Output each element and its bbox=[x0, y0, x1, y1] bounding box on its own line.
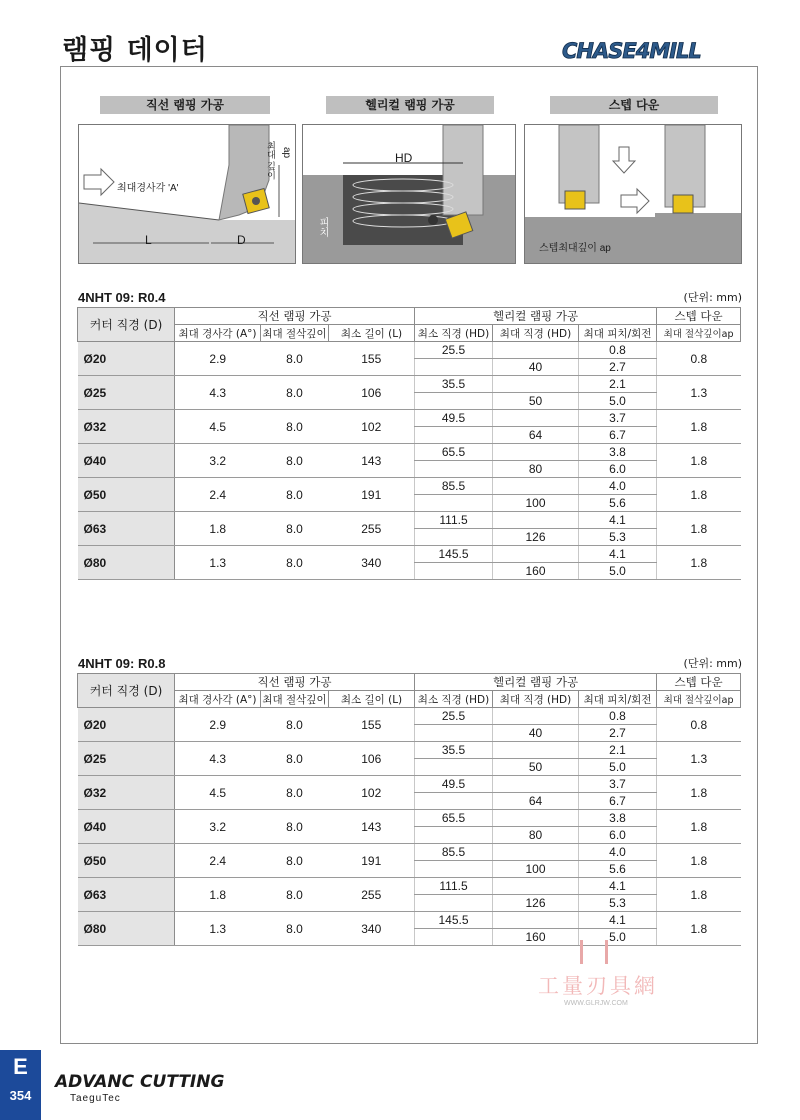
label-max-angle: 최대경사각 'A' bbox=[117, 183, 179, 194]
max-angle-cell: 3.2 bbox=[175, 444, 261, 478]
ramping-table-r04 bbox=[77, 307, 741, 580]
max-angle-cell: 2.4 bbox=[175, 478, 261, 512]
min-hd-cell: 65.5 bbox=[415, 444, 493, 461]
table-row bbox=[78, 410, 741, 427]
max-depth-cell: 8.0 bbox=[261, 512, 329, 546]
min-length-cell: 191 bbox=[329, 844, 415, 878]
header-linear-ramping: 직선 램핑 가공 bbox=[175, 308, 415, 325]
max-hd-empty-cell bbox=[493, 410, 579, 427]
section-letter: E bbox=[13, 1054, 28, 1079]
max-pitch-cell: 5.3 bbox=[579, 895, 657, 912]
max-pitch-cell: 5.0 bbox=[579, 759, 657, 776]
header-min-length: 최소 길이 (L) bbox=[329, 325, 415, 342]
ramping-table-r08 bbox=[77, 673, 741, 946]
diagram-label-helical: 헬리컬 램핑 가공 bbox=[326, 96, 494, 114]
header-helical-ramping: 헬리컬 램핑 가공 bbox=[415, 674, 657, 691]
header-max-depth: 최대 절삭깊이 bbox=[261, 691, 329, 708]
max-depth-cell: 8.0 bbox=[261, 478, 329, 512]
max-hd-cell: 126 bbox=[493, 895, 579, 912]
max-angle-cell: 2.4 bbox=[175, 844, 261, 878]
watermark-url: WWW.GLRJW.COM bbox=[564, 1000, 628, 1007]
max-hd-empty-cell bbox=[493, 342, 579, 359]
step-down-ap-cell: 1.8 bbox=[657, 444, 741, 478]
step-down-ap-cell: 1.8 bbox=[657, 912, 741, 946]
step-down-ap-cell: 1.8 bbox=[657, 512, 741, 546]
table-row bbox=[78, 742, 741, 759]
min-length-cell: 340 bbox=[329, 546, 415, 580]
table-row bbox=[78, 444, 741, 461]
max-pitch-cell: 2.1 bbox=[579, 742, 657, 759]
max-angle-cell: 2.9 bbox=[175, 708, 261, 742]
table-row bbox=[78, 810, 741, 827]
max-depth-cell: 8.0 bbox=[261, 844, 329, 878]
table-title-r08: 4NHT 09: R0.8 bbox=[78, 656, 166, 671]
max-hd-cell: 40 bbox=[493, 359, 579, 376]
step-down-ap-cell: 1.3 bbox=[657, 742, 741, 776]
min-length-cell: 143 bbox=[329, 444, 415, 478]
table-title-r04: 4NHT 09: R0.4 bbox=[78, 290, 166, 305]
min-length-cell: 255 bbox=[329, 512, 415, 546]
min-length-cell: 102 bbox=[329, 410, 415, 444]
min-hd-empty-cell bbox=[415, 895, 493, 912]
min-hd-cell: 111.5 bbox=[415, 512, 493, 529]
max-angle-cell: 3.2 bbox=[175, 810, 261, 844]
min-hd-empty-cell bbox=[415, 793, 493, 810]
cutter-diameter-cell: Ø25 bbox=[78, 742, 175, 776]
diagram-label-linear: 직선 램핑 가공 bbox=[100, 96, 270, 114]
min-hd-cell: 49.5 bbox=[415, 410, 493, 427]
min-length-cell: 155 bbox=[329, 708, 415, 742]
max-pitch-cell: 4.1 bbox=[579, 512, 657, 529]
table-row bbox=[78, 844, 741, 861]
max-hd-empty-cell bbox=[493, 878, 579, 895]
label-diameter: D bbox=[237, 233, 246, 247]
max-pitch-cell: 6.0 bbox=[579, 461, 657, 478]
min-hd-cell: 85.5 bbox=[415, 844, 493, 861]
max-pitch-cell: 4.0 bbox=[579, 478, 657, 495]
page-number: 354 bbox=[9, 1088, 32, 1103]
step-down-ap-cell: 1.8 bbox=[657, 844, 741, 878]
max-pitch-cell: 3.7 bbox=[579, 776, 657, 793]
chase4mill-logo bbox=[560, 34, 760, 66]
header-min-hd: 최소 직경 (HD) bbox=[415, 691, 493, 708]
label-hd: HD bbox=[395, 151, 413, 165]
max-pitch-cell: 2.1 bbox=[579, 376, 657, 393]
max-hd-cell: 160 bbox=[493, 929, 579, 946]
max-hd-empty-cell bbox=[493, 708, 579, 725]
max-hd-empty-cell bbox=[493, 810, 579, 827]
min-hd-empty-cell bbox=[415, 861, 493, 878]
cutter-diameter-cell: Ø25 bbox=[78, 376, 175, 410]
max-pitch-cell: 6.7 bbox=[579, 793, 657, 810]
min-hd-empty-cell bbox=[415, 427, 493, 444]
min-hd-empty-cell bbox=[415, 725, 493, 742]
watermark-icon bbox=[580, 940, 608, 964]
min-hd-empty-cell bbox=[415, 827, 493, 844]
max-depth-cell: 8.0 bbox=[261, 546, 329, 580]
step-down-ap-cell: 1.8 bbox=[657, 878, 741, 912]
table-row bbox=[78, 478, 741, 495]
max-pitch-cell: 5.3 bbox=[579, 529, 657, 546]
max-depth-cell: 8.0 bbox=[261, 878, 329, 912]
watermark-text: 工量刃具網 bbox=[538, 975, 658, 998]
step-down-ap-cell: 0.8 bbox=[657, 342, 741, 376]
min-hd-empty-cell bbox=[415, 495, 493, 512]
max-depth-cell: 8.0 bbox=[261, 912, 329, 946]
cutter-diameter-cell: Ø50 bbox=[78, 478, 175, 512]
max-depth-cell: 8.0 bbox=[261, 708, 329, 742]
min-hd-cell: 49.5 bbox=[415, 776, 493, 793]
max-hd-cell: 80 bbox=[493, 461, 579, 478]
min-length-cell: 191 bbox=[329, 478, 415, 512]
table-row bbox=[78, 376, 741, 393]
brand-logo-text: CHASE4MILL bbox=[562, 39, 701, 63]
max-angle-cell: 4.5 bbox=[175, 410, 261, 444]
step-down-ap-cell: 1.8 bbox=[657, 810, 741, 844]
min-hd-cell: 65.5 bbox=[415, 810, 493, 827]
max-depth-cell: 8.0 bbox=[261, 776, 329, 810]
min-hd-cell: 145.5 bbox=[415, 912, 493, 929]
table-row bbox=[78, 512, 741, 529]
step-down-ap-cell: 1.8 bbox=[657, 478, 741, 512]
step-down-ap-cell: 1.8 bbox=[657, 410, 741, 444]
max-depth-cell: 8.0 bbox=[261, 810, 329, 844]
max-pitch-cell: 0.8 bbox=[579, 342, 657, 359]
min-hd-empty-cell bbox=[415, 759, 493, 776]
max-hd-cell: 80 bbox=[493, 827, 579, 844]
cutter-diameter-cell: Ø40 bbox=[78, 810, 175, 844]
max-pitch-cell: 2.7 bbox=[579, 725, 657, 742]
header-max-pitch: 최대 피치/회전 bbox=[579, 325, 657, 342]
max-pitch-cell: 2.7 bbox=[579, 359, 657, 376]
advance-cutting-logo: ADVANC CUTTING bbox=[55, 1072, 225, 1092]
taegutec-logo: TaeguTec bbox=[70, 1093, 121, 1104]
max-pitch-cell: 4.1 bbox=[579, 878, 657, 895]
max-hd-cell: 160 bbox=[493, 563, 579, 580]
max-hd-empty-cell bbox=[493, 478, 579, 495]
diagram-step-down bbox=[524, 124, 742, 264]
max-angle-cell: 1.8 bbox=[175, 512, 261, 546]
min-length-cell: 106 bbox=[329, 742, 415, 776]
header-max-depth: 최대 절삭깊이 bbox=[261, 325, 329, 342]
watermark bbox=[530, 940, 680, 1015]
min-hd-cell: 111.5 bbox=[415, 878, 493, 895]
max-hd-empty-cell bbox=[493, 776, 579, 793]
min-length-cell: 255 bbox=[329, 878, 415, 912]
cutter-diameter-cell: Ø50 bbox=[78, 844, 175, 878]
step-down-ap-cell: 1.8 bbox=[657, 776, 741, 810]
table-row bbox=[78, 912, 741, 929]
min-hd-cell: 35.5 bbox=[415, 742, 493, 759]
max-hd-cell: 40 bbox=[493, 725, 579, 742]
min-length-cell: 340 bbox=[329, 912, 415, 946]
max-pitch-cell: 5.6 bbox=[579, 861, 657, 878]
max-pitch-cell: 3.8 bbox=[579, 810, 657, 827]
max-pitch-cell: 5.0 bbox=[579, 563, 657, 580]
diagram-linear-ramping bbox=[78, 124, 296, 264]
max-pitch-cell: 6.7 bbox=[579, 427, 657, 444]
unit-label-r04: (단위: mm) bbox=[683, 291, 742, 304]
header-max-angle: 최대 경사각 (A°) bbox=[175, 325, 261, 342]
table-row bbox=[78, 878, 741, 895]
max-pitch-cell: 5.0 bbox=[579, 393, 657, 410]
header-step-down: 스텝 다운 bbox=[657, 674, 741, 691]
min-hd-empty-cell bbox=[415, 393, 493, 410]
diagram-label-step: 스텝 다운 bbox=[550, 96, 718, 114]
max-pitch-cell: 0.8 bbox=[579, 708, 657, 725]
header-max-angle: 최대 경사각 (A°) bbox=[175, 691, 261, 708]
header-step-down: 스텝 다운 bbox=[657, 308, 741, 325]
cutter-diameter-cell: Ø40 bbox=[78, 444, 175, 478]
max-depth-cell: 8.0 bbox=[261, 444, 329, 478]
header-max-pitch: 최대 피치/회전 bbox=[579, 691, 657, 708]
max-hd-empty-cell bbox=[493, 444, 579, 461]
label-ap: ap bbox=[281, 147, 292, 159]
table-row bbox=[78, 546, 741, 563]
max-pitch-cell: 3.8 bbox=[579, 444, 657, 461]
page-title: 램핑 데이터 bbox=[62, 35, 208, 66]
max-pitch-cell: 4.0 bbox=[579, 844, 657, 861]
header-max-hd: 최대 직경 (HD) bbox=[493, 325, 579, 342]
max-pitch-cell: 4.1 bbox=[579, 546, 657, 563]
max-depth-cell: 8.0 bbox=[261, 376, 329, 410]
min-hd-cell: 25.5 bbox=[415, 342, 493, 359]
min-length-cell: 155 bbox=[329, 342, 415, 376]
min-length-cell: 106 bbox=[329, 376, 415, 410]
step-down-ap-cell: 0.8 bbox=[657, 708, 741, 742]
min-hd-empty-cell bbox=[415, 929, 493, 946]
cutter-diameter-cell: Ø32 bbox=[78, 776, 175, 810]
max-pitch-cell: 4.1 bbox=[579, 912, 657, 929]
step-down-ap-cell: 1.8 bbox=[657, 546, 741, 580]
min-hd-cell: 35.5 bbox=[415, 376, 493, 393]
table-row bbox=[78, 708, 741, 725]
cutter-diameter-cell: Ø80 bbox=[78, 546, 175, 580]
max-depth-cell: 8.0 bbox=[261, 410, 329, 444]
header-step-ap: 최대 절삭깊이ap bbox=[657, 325, 741, 342]
max-hd-empty-cell bbox=[493, 912, 579, 929]
min-hd-empty-cell bbox=[415, 529, 493, 546]
max-pitch-cell: 6.0 bbox=[579, 827, 657, 844]
header-min-hd: 최소 직경 (HD) bbox=[415, 325, 493, 342]
max-angle-cell: 4.3 bbox=[175, 742, 261, 776]
min-hd-cell: 145.5 bbox=[415, 546, 493, 563]
min-hd-cell: 25.5 bbox=[415, 708, 493, 725]
table-row bbox=[78, 342, 741, 359]
max-pitch-cell: 5.0 bbox=[579, 929, 657, 946]
max-angle-cell: 1.3 bbox=[175, 912, 261, 946]
label-pitch: 피치 bbox=[317, 217, 328, 237]
max-depth-cell: 8.0 bbox=[261, 742, 329, 776]
min-hd-empty-cell bbox=[415, 359, 493, 376]
header-max-hd: 최대 직경 (HD) bbox=[493, 691, 579, 708]
max-angle-cell: 1.3 bbox=[175, 546, 261, 580]
label-step-depth: 스텝최대깊이 ap bbox=[539, 243, 611, 254]
max-angle-cell: 1.8 bbox=[175, 878, 261, 912]
header-cutter-diameter: 커터 직경 (D) bbox=[78, 674, 175, 708]
label-length: L bbox=[145, 233, 152, 247]
max-hd-empty-cell bbox=[493, 376, 579, 393]
max-hd-cell: 50 bbox=[493, 393, 579, 410]
max-pitch-cell: 5.6 bbox=[579, 495, 657, 512]
max-hd-empty-cell bbox=[493, 742, 579, 759]
cutter-diameter-cell: Ø80 bbox=[78, 912, 175, 946]
min-length-cell: 102 bbox=[329, 776, 415, 810]
header-cutter-diameter: 커터 직경 (D) bbox=[78, 308, 175, 342]
cutter-diameter-cell: Ø63 bbox=[78, 878, 175, 912]
max-hd-cell: 126 bbox=[493, 529, 579, 546]
max-angle-cell: 4.5 bbox=[175, 776, 261, 810]
max-hd-cell: 100 bbox=[493, 495, 579, 512]
max-hd-empty-cell bbox=[493, 512, 579, 529]
diagram-helical-ramping bbox=[302, 124, 516, 264]
max-hd-cell: 50 bbox=[493, 759, 579, 776]
min-hd-cell: 85.5 bbox=[415, 478, 493, 495]
max-hd-cell: 64 bbox=[493, 793, 579, 810]
step-down-ap-cell: 1.3 bbox=[657, 376, 741, 410]
header-linear-ramping: 직선 램핑 가공 bbox=[175, 674, 415, 691]
max-depth-cell: 8.0 bbox=[261, 342, 329, 376]
header-min-length: 최소 길이 (L) bbox=[329, 691, 415, 708]
max-angle-cell: 2.9 bbox=[175, 342, 261, 376]
max-hd-cell: 64 bbox=[493, 427, 579, 444]
max-pitch-cell: 3.7 bbox=[579, 410, 657, 427]
min-hd-empty-cell bbox=[415, 461, 493, 478]
table-row bbox=[78, 776, 741, 793]
max-angle-cell: 4.3 bbox=[175, 376, 261, 410]
max-hd-cell: 100 bbox=[493, 861, 579, 878]
section-tab bbox=[0, 1050, 41, 1120]
cutter-diameter-cell: Ø20 bbox=[78, 708, 175, 742]
min-length-cell: 143 bbox=[329, 810, 415, 844]
cutter-diameter-cell: Ø32 bbox=[78, 410, 175, 444]
cutter-diameter-cell: Ø63 bbox=[78, 512, 175, 546]
cutter-diameter-cell: Ø20 bbox=[78, 342, 175, 376]
max-hd-empty-cell bbox=[493, 546, 579, 563]
min-hd-empty-cell bbox=[415, 563, 493, 580]
header-helical-ramping: 헬리컬 램핑 가공 bbox=[415, 308, 657, 325]
header-step-ap: 최대 절삭깊이ap bbox=[657, 691, 741, 708]
label-max-depth: 최대 깊이 bbox=[266, 141, 276, 180]
unit-label-r08: (단위: mm) bbox=[683, 657, 742, 670]
max-hd-empty-cell bbox=[493, 844, 579, 861]
